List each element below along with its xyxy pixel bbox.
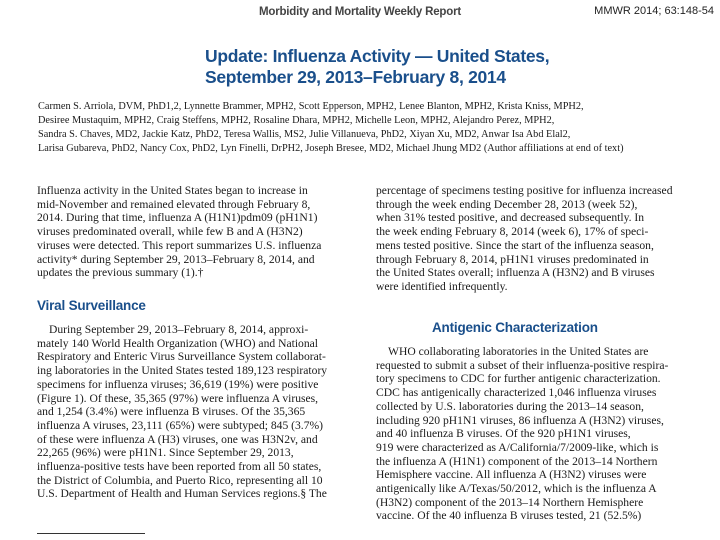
text-line: influenza A viruses, 23,111 (65%) were subtyped; 845 (3.7%) [37, 418, 324, 432]
text-line: mens tested positive. Since the start of the influenza season, [376, 238, 654, 252]
text-line: influenza-positive tests have been reported from all 50 states, [37, 460, 322, 474]
text-line: the week ending February 8, 2014 (week 6), 17% of speci- [376, 225, 649, 239]
right-column-body [376, 345, 687, 523]
left-column-body [37, 323, 349, 501]
left-column-intro [37, 184, 349, 280]
text-line: mid-November and remained elevated through February 8, [37, 197, 311, 211]
text-line: WHO collaborating laboratories in the United States are [388, 345, 649, 358]
text-line: the influenza A (H1N1) component of the 2013–14 Northern [376, 454, 658, 468]
text-line: U.S. Department of Health and Human Services regions.§ The [37, 487, 327, 501]
title-line-1: Update: Influenza Activity — United States, [205, 46, 550, 66]
section-heading-antigenic-characterization: Antigenic Characterization [432, 320, 598, 335]
text-line: viruses were detected. This report summarizes U.S. influenza [37, 238, 322, 252]
article-title [205, 46, 549, 88]
text-line: ing laboratories in the United States tested 189,123 respiratory [37, 364, 328, 378]
text-line: antigenically like A/Texas/50/2012, which is the influenza A [376, 482, 657, 496]
text-line: of these were influenza A (H3) viruses, one was H3N2v, and [37, 432, 318, 446]
author-line: Desiree Mustaquim, MPH2, Craig Steffens, MPH2, Rosaline Dhara, MPH2, Michelle Leon, MPH2, Alejandro Perez, MPH2, [38, 115, 555, 126]
text-line: when 31% tested positive, and decreased subsequently. In [376, 211, 645, 225]
text-line: were identified infrequently. [376, 279, 508, 293]
text-line: 2014. During that time, influenza A (H1N1)pdm09 (pH1N1) [37, 211, 318, 225]
section-heading-viral-surveillance: Viral Surveillance [37, 298, 146, 313]
text-line: tory specimens to CDC for further antigenic characterization. [376, 372, 661, 386]
citation: MMWR 2014; 63:148-54 [594, 5, 714, 17]
text-line: (H3N2) component of the 2013–14 Northern Hemisphere [376, 495, 644, 509]
text-line: and 1,254 (3.4%) were influenza B viruses. Of the 35,365 [37, 405, 306, 419]
text-line: requested to submit a subset of their influenza-positive respira- [376, 358, 669, 372]
text-line: collected by U.S. laboratories during the 2013–14 season, [376, 399, 644, 413]
text-line: updates the previous summary (1).† [37, 266, 204, 280]
text-line: including 920 pH1N1 viruses, 86 influenza A (H3N2) viruses, [376, 413, 664, 427]
text-line: Respiratory and Enteric Virus Surveillance System collaborat- [37, 350, 326, 364]
text-line: CDC has antigenically characterized 1,046 influenza viruses [376, 386, 657, 400]
text-line: through February 8, 2014, pH1N1 viruses predominated in [376, 252, 649, 266]
text-line: percentage of specimens testing positive for influenza increased [376, 184, 673, 197]
author-line: Larisa Gubareva, PhD2, Nancy Cox, PhD2, Lyn Finelli, DrPH2, Joseph Bresee, MD2, Michael Jhung MD2 (Author affiliations at end of text) [38, 143, 624, 154]
text-line: Hemisphere vaccine. All influenza A (H3N2) viruses were [376, 468, 647, 482]
author-line: Carmen S. Arriola, DVM, PhD1,2, Lynnette Brammer, MPH2, Scott Epperson, MPH2, Lenee Blanton, MPH2, Krista Kniss, MPH2, [38, 101, 584, 112]
text-line: and 40 influenza B viruses. Of the 920 pH1N1 viruses, [376, 427, 631, 441]
footnote-divider [37, 533, 145, 534]
text-line: mately 140 World Health Organization (WHO) and National [37, 336, 318, 350]
title-line-2: September 29, 2013–February 8, 2014 [205, 67, 506, 87]
author-line: Sandra S. Chaves, MD2, Jackie Katz, PhD2, Teresa Wallis, MS2, Julie Villanueva, PhD2, Xiyan Xu, MD2, Anwar Isa Abd Elal2, [38, 129, 571, 140]
text-line: During September 29, 2013–February 8, 2014, approxi- [49, 323, 309, 336]
text-line: 22,265 (96%) were pH1N1. Since September 29, 2013, [37, 446, 294, 460]
text-line: Influenza activity in the United States began to increase in [37, 184, 308, 197]
text-line: through the week ending December 28, 2013 (week 52), [376, 197, 638, 211]
text-line: viruses predominated overall, while few B and A (H3N2) [37, 225, 303, 239]
journal-name: Morbidity and Mortality Weekly Report [259, 6, 461, 18]
text-line: the United States overall; influenza A (H3N2) and B viruses [376, 266, 655, 280]
text-line: activity* during September 29, 2013–February 8, 2014, and [37, 252, 315, 266]
right-column-intro [376, 184, 687, 294]
text-line: 919 were characterized as A/California/7/2009-like, which is [376, 440, 659, 454]
author-list [38, 100, 688, 156]
text-line: (Figure 1). Of these, 35,365 (97%) were influenza A viruses, [37, 391, 319, 405]
text-line: vaccine. Of the 40 influenza B viruses tested, 21 (52.5%) [376, 509, 642, 523]
text-line: the District of Columbia, and Puerto Rico, representing all 10 [37, 473, 323, 487]
text-line: specimens for influenza viruses; 36,619 (19%) were positive [37, 377, 319, 391]
